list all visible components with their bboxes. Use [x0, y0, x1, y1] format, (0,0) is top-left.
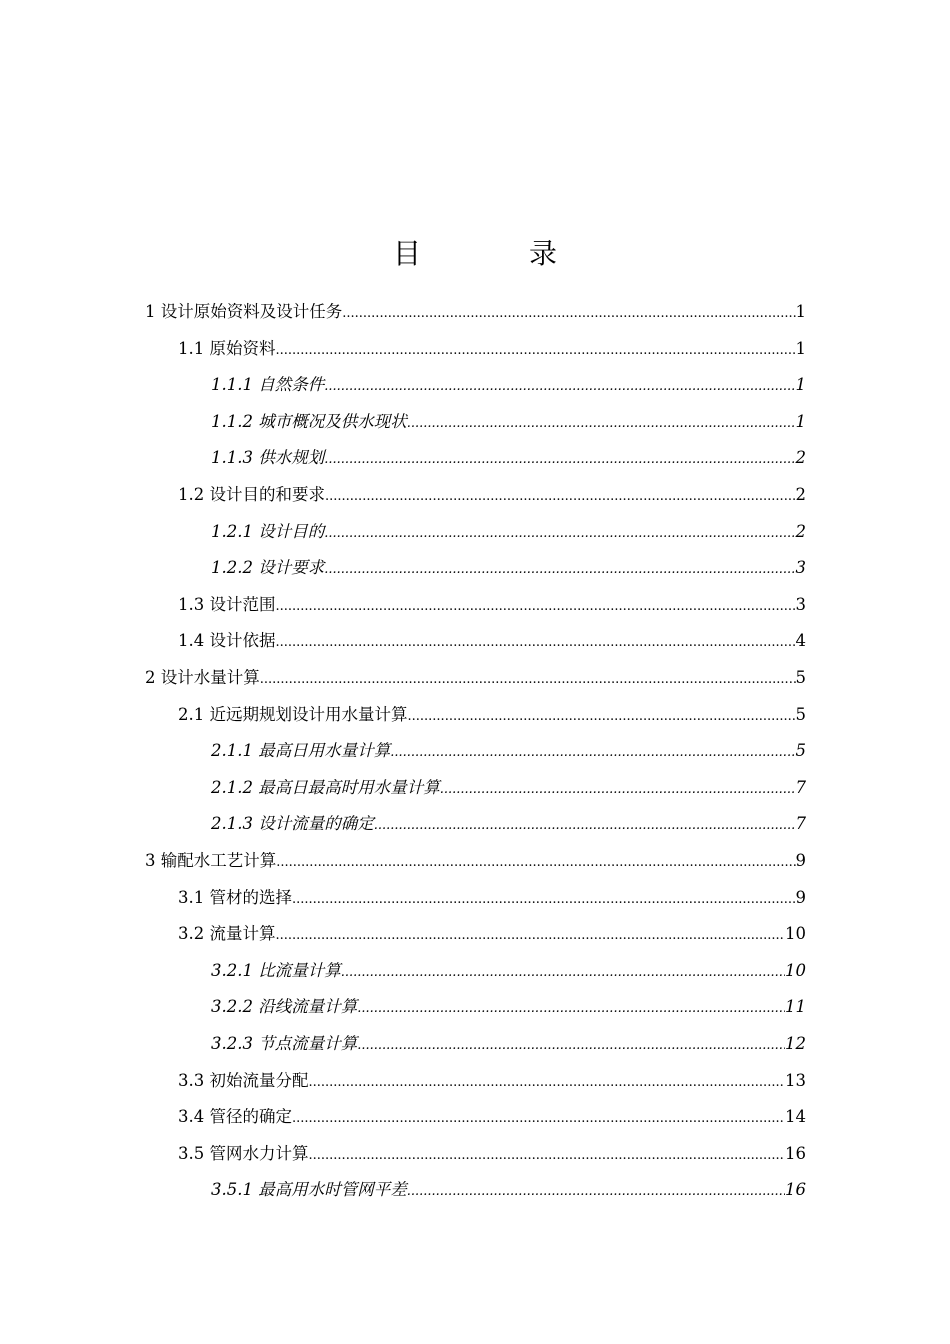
toc-entry[interactable]: [178, 1099, 806, 1135]
toc-entry-page: 1: [795, 302, 806, 321]
toc-entry[interactable]: [178, 1136, 806, 1172]
toc-entry-page: 3: [795, 558, 806, 578]
leader-dots: [309, 1065, 786, 1101]
leader-dots: [390, 735, 795, 771]
leader-dots: [324, 552, 795, 588]
toc-entry[interactable]: [211, 550, 806, 586]
toc-entry-page: 5: [795, 704, 806, 724]
toc-entry-label: 1.1.1 自然条件: [211, 375, 325, 395]
toc-entry-label: 1 设计原始资料及设计任务: [145, 302, 343, 321]
leader-dots: [292, 882, 796, 918]
toc-entry[interactable]: [211, 404, 806, 440]
leader-dots: [407, 1174, 785, 1210]
toc-entry[interactable]: [178, 623, 806, 659]
toc-entry-label: 2 设计水量计算: [145, 668, 260, 687]
leader-dots: [341, 955, 785, 991]
toc-entry-label: 1.2 设计目的和要求: [178, 485, 325, 504]
leader-dots: [408, 699, 796, 735]
toc-entry[interactable]: [211, 1172, 806, 1208]
toc-entry-page: 3: [795, 594, 806, 614]
leader-dots: [407, 406, 796, 442]
toc-entry[interactable]: [145, 843, 806, 879]
toc-entry-page: 2: [795, 448, 806, 468]
toc-entry-label: 3.2.3 节点流量计算: [211, 1034, 358, 1053]
toc-entry-label: 2.1.3 设计流量的确定: [211, 814, 374, 834]
toc-entry[interactable]: [178, 1063, 806, 1099]
toc-entry[interactable]: [211, 514, 806, 550]
toc-entry-page: 1: [795, 375, 806, 395]
toc-entry[interactable]: [211, 989, 806, 1025]
toc-entry-page: 7: [795, 814, 806, 834]
toc-entry[interactable]: [178, 697, 806, 733]
toc-entry-label: 1.2.1 设计目的: [211, 521, 325, 541]
toc-entry[interactable]: [211, 770, 806, 806]
leader-dots: [276, 589, 796, 625]
leader-dots: [276, 918, 786, 954]
toc-entry-page: 16: [785, 1180, 806, 1200]
toc-entry-page: 5: [795, 741, 806, 761]
leader-dots: [357, 991, 785, 1027]
toc-entry-page: 1: [795, 411, 806, 431]
toc-entry-label: 1.3 设计范围: [178, 594, 276, 614]
toc-title: 目 录: [392, 237, 597, 270]
leader-dots: [440, 772, 796, 808]
toc-entry-label: 3.3 初始流量分配: [178, 1070, 309, 1090]
leader-dots: [260, 662, 796, 698]
leader-dots: [324, 516, 795, 552]
toc-entry-label: 3.4 管径的确定: [178, 1107, 292, 1127]
leader-dots: [276, 625, 796, 661]
toc-entry[interactable]: [145, 294, 806, 330]
toc-entry[interactable]: [211, 953, 806, 989]
leader-dots: [342, 296, 795, 332]
toc-entry-page: 4: [795, 631, 806, 651]
toc-entry-page: 1: [795, 338, 806, 358]
toc-entry-label: 1.2.2 设计要求: [211, 558, 325, 578]
leader-dots: [276, 333, 796, 369]
leader-dots: [325, 479, 796, 515]
toc-entry-page: 9: [795, 887, 806, 907]
toc-entry-page: 2: [795, 521, 806, 541]
toc-entry[interactable]: [178, 331, 806, 367]
toc-entry[interactable]: [145, 660, 806, 696]
toc-entry-label: 3 输配水工艺计算: [145, 851, 277, 870]
leader-dots: [324, 369, 795, 405]
toc-entry-page: 2: [795, 485, 806, 504]
toc-entry[interactable]: [211, 733, 806, 769]
toc-entry-label: 3.2.1 比流量计算: [211, 960, 341, 980]
toc-entry-label: 3.2.2 沿线流量计算: [211, 997, 358, 1017]
toc-entry[interactable]: [211, 367, 806, 403]
toc-entry-label: 1.1 原始资料: [178, 338, 276, 358]
toc-entry[interactable]: [178, 477, 806, 513]
leader-dots: [276, 845, 795, 881]
toc-entry-page: 10: [785, 960, 806, 980]
toc-entry-page: 10: [785, 924, 806, 944]
leader-dots: [374, 808, 796, 844]
toc-entry[interactable]: [178, 916, 806, 952]
leader-dots: [324, 442, 795, 478]
toc-entry-label: 3.5.1 最高用水时管网平差: [211, 1180, 407, 1200]
leader-dots: [292, 1101, 785, 1137]
toc-entry-page: 13: [785, 1070, 806, 1090]
toc-entry-page: 5: [795, 668, 806, 687]
toc-entry-page: 7: [795, 777, 806, 797]
toc-entry-label: 2.1.1 最高日用水量计算: [211, 741, 391, 761]
toc-entry-page: 9: [795, 851, 806, 870]
toc-entry-label: 3.1 管材的选择: [178, 887, 292, 907]
toc-entry-label: 2.1 近远期规划设计用水量计算: [178, 704, 408, 724]
toc-entry-label: 3.5 管网水力计算: [178, 1143, 309, 1163]
toc-entry-label: 2.1.2 最高日最高时用水量计算: [211, 777, 440, 797]
leader-dots: [309, 1138, 786, 1174]
leader-dots: [357, 1028, 785, 1064]
toc-entry-page: 16: [785, 1143, 806, 1163]
toc-entry[interactable]: [178, 587, 806, 623]
toc-entry[interactable]: [211, 440, 806, 476]
toc-entry-label: 1.1.3 供水规划: [211, 448, 325, 468]
toc-entry[interactable]: [178, 880, 806, 916]
toc-entry-label: 3.2 流量计算: [178, 924, 276, 944]
toc-entry[interactable]: [211, 1026, 806, 1062]
toc-entry-page: 11: [785, 997, 806, 1017]
toc-entry-page: 12: [785, 1034, 806, 1053]
toc-entry-label: 1.1.2 城市概况及供水现状: [211, 411, 407, 431]
toc-entry-page: 14: [785, 1107, 806, 1127]
toc-entry-label: 1.4 设计依据: [178, 631, 276, 651]
toc-entry[interactable]: [211, 806, 806, 842]
